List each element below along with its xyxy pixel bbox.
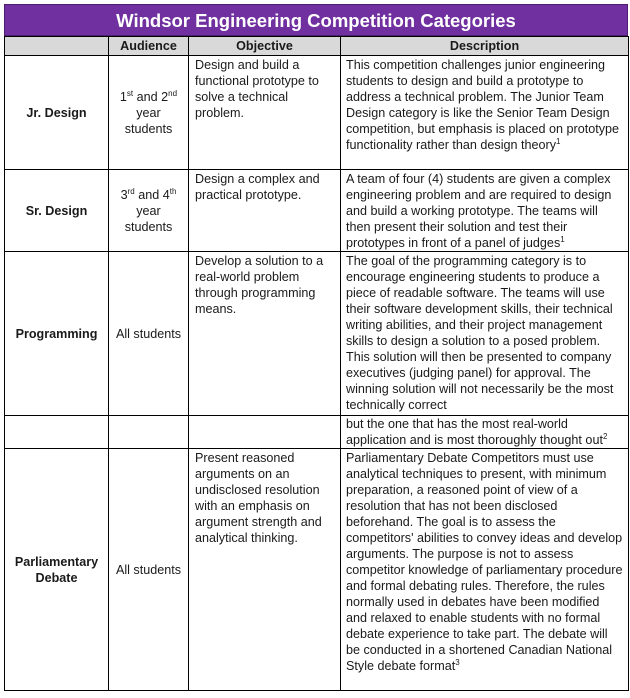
audience-cell: All students — [109, 252, 189, 416]
header-audience: Audience — [109, 37, 189, 56]
table-row — [5, 56, 629, 170]
category-cell: Sr. Design — [5, 170, 109, 252]
category-cell: Jr. Design — [5, 56, 109, 170]
table-row — [5, 252, 629, 416]
audience-cell: 1st and 2nd year students — [109, 56, 189, 170]
footnote-ref: 1 — [556, 136, 561, 146]
table-title: Windsor Engineering Competition Categories — [4, 4, 628, 36]
empty-cell — [5, 416, 109, 449]
audience-cell: All students — [109, 449, 189, 691]
description-continued-cell: but the one that has the most real-world application and is most thoroughly thought out$^2$ — [341, 416, 629, 449]
competition-table-page — [4, 4, 628, 691]
category-cell: Programming — [5, 252, 109, 416]
description-cell: A team of four (4) students are given a complex engineering problem and are required to design and build a working prototype. The teams will then present their solution and test their prototypes in front of a panel of judges$^1$ — [341, 170, 629, 252]
table-row-continued — [5, 416, 629, 449]
objective-cell: Develop a solution to a real-world problem through programming means. — [189, 252, 341, 416]
objective-cell: Design a complex and practical prototype. — [189, 170, 341, 252]
footnote-ref: 3 — [455, 657, 460, 667]
footnote-ref: 2 — [602, 431, 608, 441]
category-cell: Parliamentary Debate — [5, 449, 109, 691]
header-blank — [5, 37, 109, 56]
objective-cell: Design and build a functional prototype to solve a technical problem. — [189, 56, 341, 170]
description-cell: Parliamentary Debate Competitors must use analytical techniques to present, with minimum preparation, a reasoned point of view of a resolution that has not been disclosed beforehand. The goal is to assess the competitors' abilities to convey ideas and develop arguments. The purpose is not to assess competitor knowledge of parliamentary procedure and formal debating rules. Therefore, the rules normally used in debates have been modified and relaxed to enable students with no formal debate experience to take part. The debate will be conducted in a shortened Canadian National Style debate format$^3$ — [341, 449, 629, 691]
empty-cell — [109, 416, 189, 449]
description-cell: The goal of the programming category is to encourage engineering students to produce a piece of readable software. The teams will use their software development skills, their technical writing abilities, and their project management skills to design a solution to a posed problem. This solution will then be presented to company executives (judging panel) for approval. The winning solution will not necessarily be the most technically correct — [341, 252, 629, 416]
audience-cell: 3rd and 4th year students — [109, 170, 189, 252]
header-description: Description — [341, 37, 629, 56]
categories-table — [4, 36, 629, 691]
objective-cell: Present reasoned arguments on an undisclosed resolution with an emphasis on argument strength and analytical thinking. — [189, 449, 341, 691]
description-cell: This competition challenges junior engineering students to design and build a prototype to address a technical problem. The Junior Team Design category is like the Senior Team Design competition, but emphasis is placed on prototype functionality rather than design theory$^1$ — [341, 56, 629, 170]
header-objective: Objective — [189, 37, 341, 56]
header-row — [5, 37, 629, 56]
footnote-ref: 1 — [560, 234, 565, 244]
empty-cell — [189, 416, 341, 449]
table-row — [5, 449, 629, 691]
table-row — [5, 170, 629, 252]
